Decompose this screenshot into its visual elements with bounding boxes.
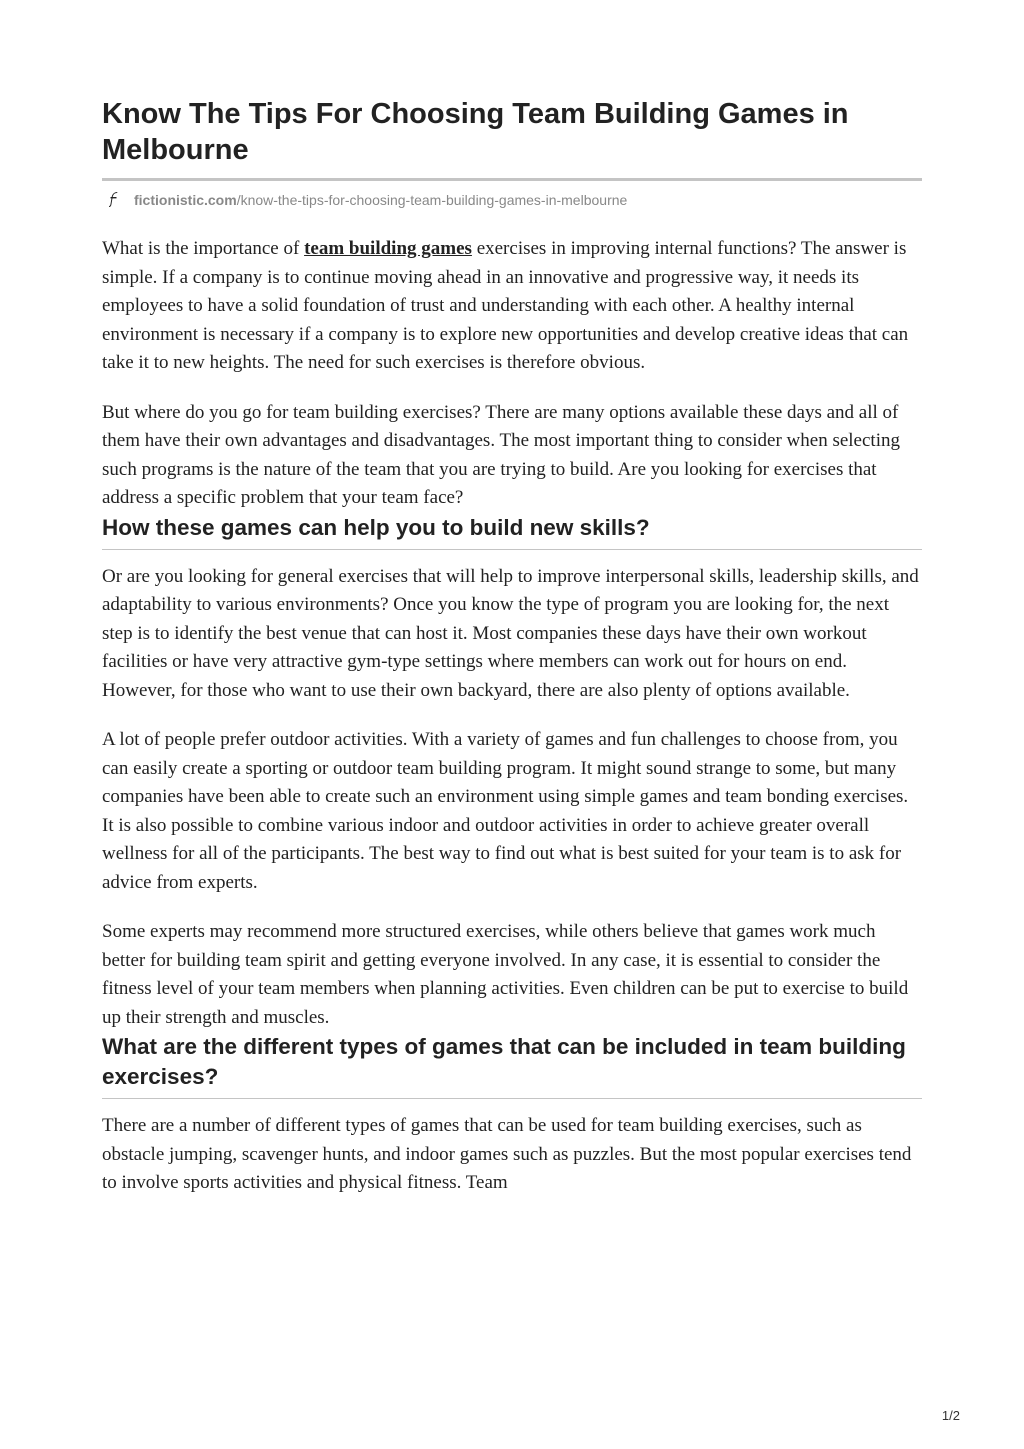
paragraph: But where do you go for team building exercises? There are many options available these days and all of them have their own advantages and disadvantages. The most important thing to consider when selecting such programs is the nature of the team that you are trying to build. Are you looking for exercises that address a specific problem that your team face? bbox=[102, 401, 900, 508]
page-number: 1/2 bbox=[941, 1408, 960, 1423]
paragraph: Or are you looking for general exercises that will help to improve interpersonal skills, leadership skills, and adaptability to various environments? Once you know the type of program you are looking for, the next step is to identify the best venue that can host it. Most companies these days have their own workout facilities or have very attractive gym-type settings where members can work out for hours on end. However, for those who want to use their own backyard, there are also plenty of options available. bbox=[102, 565, 919, 701]
source-path[interactable]: /know-the-tips-for-choosing-team-building-games-in-melbourne bbox=[236, 192, 628, 208]
paragraph: A lot of people prefer outdoor activities. With a variety of games and fun challenges to choose from, you can easily create a sporting or outdoor team building program. It might sound strange to some, but many companies have been able to create such an environment using simple games and team bonding exercises. It is also possible to combine various indoor and outdoor activities in order to achieve greater overall wellness for all of the participants. The best way to find out what is best suited for your team is to ask for advice from experts. bbox=[102, 729, 909, 893]
article-body bbox=[102, 235, 922, 1198]
paragraph bbox=[102, 235, 922, 378]
fictionistic-logo-icon bbox=[108, 192, 122, 208]
article bbox=[102, 96, 922, 1198]
paragraph-text: What is the importance of bbox=[102, 238, 305, 259]
team-building-games-link[interactable]: team building games bbox=[304, 238, 472, 259]
section-heading: How these games can help you to build new skills? bbox=[102, 513, 922, 550]
page-title: Know The Tips For Choosing Team Building Games in Melbourne bbox=[102, 96, 922, 181]
source-line bbox=[102, 190, 922, 210]
paragraph: Some experts may recommend more structured exercises, while others believe that games work much better for building team spirit and getting everyone involved. In any case, it is essential to consider the fitness level of your team members when planning activities. Even children can be put to exercise to build up their strength and muscles. bbox=[102, 921, 909, 1028]
section-heading: What are the different types of games that can be included in team building exercises? bbox=[102, 1032, 922, 1099]
paragraph-text: exercises in improving internal functions? The answer is simple. If a company is to continue moving ahead in an innovative and progressive way, it needs its employees to have a solid foundation of trust and understanding with each other. A healthy internal environment is necessary if a company is to explore new opportunities and develop creative ideas that can take it to new heights. The need for such exercises is therefore obvious. bbox=[102, 238, 909, 373]
source-domain[interactable]: fictionistic.com bbox=[134, 192, 237, 208]
paragraph: There are a number of different types of games that can be used for team building exercises, such as obstacle jumping, scavenger hunts, and indoor games such as puzzles. But the most popular exercises tend to involve sports activities and physical fitness. Team bbox=[102, 1115, 912, 1193]
